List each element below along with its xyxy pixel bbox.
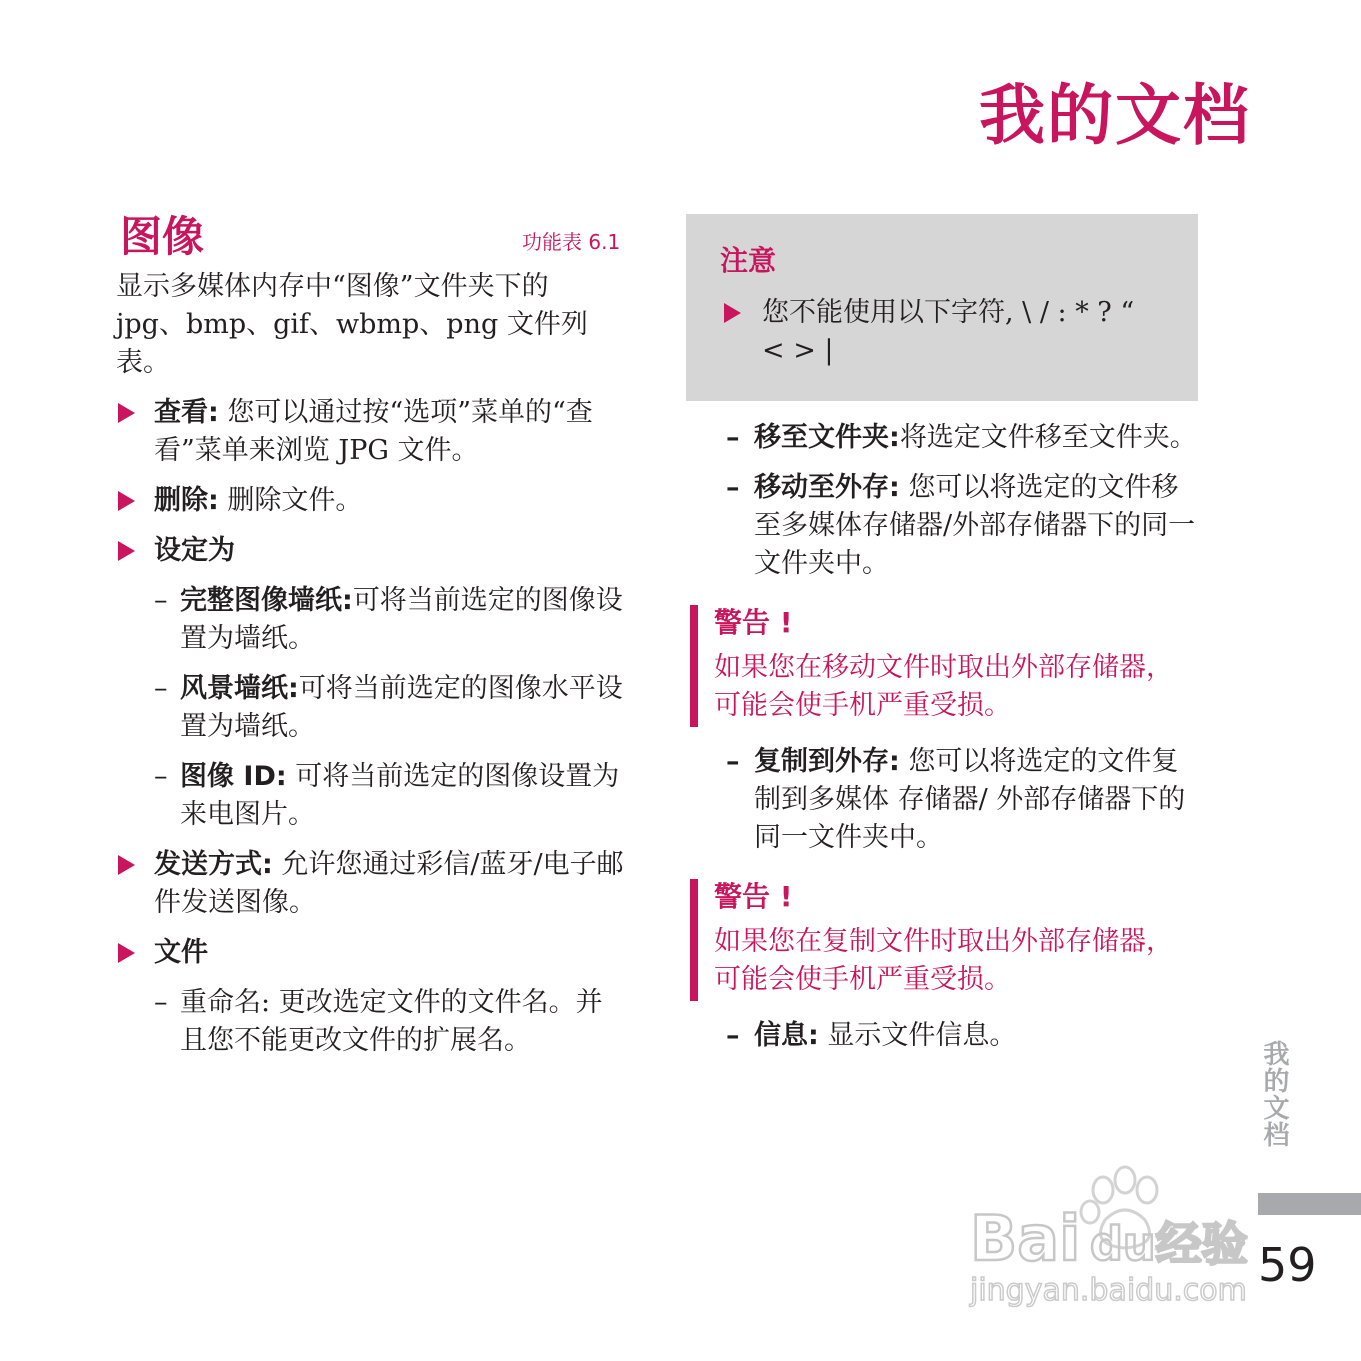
sub-item-landscape-wallpaper [116,670,626,746]
paw-icon [1081,1167,1157,1248]
item-label: 删除: [154,485,219,516]
sub-item-picture-id [116,758,626,834]
side-tab-bar [1258,1193,1361,1215]
sub-item-move-to-external [686,469,1198,583]
triangle-bullet-icon [724,303,741,323]
list-item-view [116,394,626,470]
list-item-file [116,934,626,972]
sub-item-label: 完整图像墙纸: [180,585,353,616]
page-number: 59 [1258,1238,1317,1292]
sub-item-label: 信息: [754,1020,819,1051]
item-label: 发送方式: [154,849,273,880]
triangle-bullet-icon [118,491,135,511]
dash-marker: – [154,673,168,704]
sub-item-text: 将选定文件移至文件夹。 [899,422,1197,453]
note-box [686,214,1198,401]
sub-item-text: 可将当前选定的图像水平设置为墙纸。 [180,673,623,742]
sub-item-label: 风景墙纸: [180,673,299,704]
triangle-bullet-icon [118,403,135,423]
left-column [116,268,626,1072]
warning-title: 警告 ! [714,880,793,913]
intro-line-2: jpg、bmp、gif、wbmp、png 文件列表。 [116,309,588,378]
warning-title: 警告 ! [714,606,793,639]
warning-text: 如果您在移动文件时取出外部存储器，可能会使手机严重受损。 [714,652,1173,721]
sub-item-text: 可将当前选定的图像设置为来电图片。 [180,761,620,830]
item-text: 删除文件。 [218,485,363,516]
note-text: 您不能使用以下字符, \ / : * ? “ < > | [762,297,1135,366]
sub-item-label: 移至文件夹: [754,422,900,453]
dash-marker: – [154,585,168,616]
right-column [686,214,1198,1067]
intro-line-1: 显示多媒体内存中“图像”文件夹下的 [116,271,549,302]
baidu-watermark-logo [940,1150,1280,1310]
watermark-url: jingyan.baidu.com [970,1273,1247,1308]
watermark-logo-text: Bai [970,1202,1081,1275]
item-label: 文件 [154,937,208,968]
dash-marker: – [154,987,168,1018]
sub-item-label: 图像 ID: [180,761,287,792]
list-item-set-as [116,532,626,570]
menu-reference: 功能表 6.1 [522,230,621,254]
sub-item-full-wallpaper [116,582,626,658]
sub-item-label: 复制到外存: [754,746,900,777]
item-label: 查看: [154,397,219,428]
sub-item-text: 可将当前选定的图像设置为墙纸。 [180,585,623,654]
sub-item-text: 重命名: 更改选定文件的文件名。并且您不能更改文件的扩展名。 [180,987,603,1056]
item-text: 您可以通过按“选项”菜单的“查看”菜单来浏览 JPG 文件。 [154,397,593,466]
sub-item-rename [116,984,626,1060]
sub-item-text: 显示文件信息。 [818,1020,1017,1051]
item-text: 允许您通过彩信/蓝牙/电子邮件发送图像。 [154,849,624,918]
sub-item-label: 移动至外存: [754,472,900,503]
warning-box [690,879,1198,1001]
sub-item-move-to-folder [686,419,1198,457]
dash-marker: – [726,746,740,777]
side-chapter-label: 我的文档 [1259,1040,1289,1148]
dash-marker: – [726,472,740,503]
triangle-bullet-icon [118,943,135,963]
triangle-bullet-icon [118,541,135,561]
dash-marker: – [154,761,168,792]
list-item-delete [116,482,626,520]
warning-text: 如果您在复制文件时取出外部存储器，可能会使手机严重受损。 [714,926,1173,995]
dash-marker: – [726,1020,740,1051]
chapter-title: 我的文档 [979,77,1251,154]
dash-marker: – [726,422,740,453]
sub-item-text: 您可以将选定的文件复制到多媒体 存储器/ 外部存储器下的同一文件夹中。 [754,746,1186,853]
sub-item-text: 您可以将选定的文件移至多媒体存储器/外部存储器下的同一文件夹中。 [754,472,1196,579]
sub-item-info [686,1017,1198,1055]
intro-text [116,268,626,382]
note-title: 注意 [720,244,777,277]
watermark-logo-text: du经验 [1090,1217,1248,1271]
sub-item-copy-to-external [686,743,1198,857]
section-title: 图像 [120,212,205,261]
list-item-send-via [116,846,626,922]
item-label: 设定为 [154,535,235,566]
warning-box [690,605,1198,727]
note-item [720,294,1162,370]
triangle-bullet-icon [118,855,135,875]
